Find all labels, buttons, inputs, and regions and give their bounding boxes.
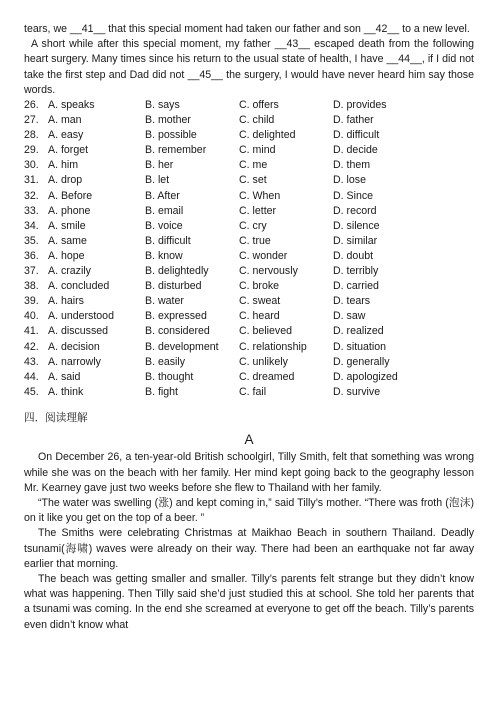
option-b: B. know — [145, 249, 183, 262]
option-c: C. child — [239, 114, 275, 127]
section-heading: 四．阅读理解 — [24, 411, 88, 424]
option-d: D. them — [333, 159, 371, 172]
document-page — [24, 22, 474, 633]
question-number: 42. — [24, 340, 39, 353]
option-a: A. hairs — [48, 295, 84, 308]
option-a: A. speaks — [48, 99, 95, 112]
option-a: A. him — [48, 159, 79, 172]
option-d: D. saw — [333, 310, 366, 323]
question-row — [24, 128, 474, 143]
intro-text: to a new level. — [399, 23, 470, 35]
question-row — [24, 189, 474, 204]
question-row — [24, 113, 474, 128]
option-b: B. After — [145, 189, 180, 202]
option-b: B. mother — [145, 114, 191, 127]
option-c: C. mind — [239, 144, 276, 157]
option-a: A. smile — [48, 219, 86, 232]
option-d: D. decide — [333, 144, 378, 157]
question-number: 38. — [24, 280, 39, 293]
option-d: D. realized — [333, 325, 384, 338]
passage-paragraph: The beach was getting smaller and smaller. Tilly’s parents felt strange but they didn’t know what was happening. Then Tilly said she’d just studied this at school. She told her parents that a tsunami was coming. In the end she screamed at everyone to get off the beach. Tilly’s parents even didn’t know what — [24, 572, 474, 631]
option-c: C. unlikely — [239, 355, 288, 368]
option-b: B. voice — [145, 219, 183, 232]
question-number: 29. — [24, 144, 39, 157]
option-b: B. possible — [145, 129, 197, 142]
option-d: D. situation — [333, 340, 386, 353]
question-number: 36. — [24, 249, 39, 262]
option-a: A. drop — [48, 174, 83, 187]
intro-text: , if I did not take the first step and Dad did not — [24, 53, 474, 81]
option-a: A. man — [48, 114, 82, 127]
question-row — [24, 98, 474, 113]
option-a: A. decision — [48, 340, 100, 353]
option-d: D. provides — [333, 99, 387, 112]
question-number: 43. — [24, 355, 39, 368]
question-row — [24, 204, 474, 219]
question-row — [24, 309, 474, 324]
option-b: B. difficult — [145, 234, 191, 247]
option-b: B. development — [145, 340, 219, 353]
option-a: A. discussed — [48, 325, 109, 338]
question-number: 35. — [24, 234, 39, 247]
option-a: A. forget — [48, 144, 89, 157]
question-number: 27. — [24, 114, 39, 127]
question-number: 45. — [24, 385, 39, 398]
blank-45: __45__ — [187, 68, 223, 81]
option-b: B. considered — [145, 325, 210, 338]
question-row — [24, 294, 474, 309]
option-a: A. think — [48, 385, 84, 398]
option-c: C. cry — [239, 219, 267, 232]
question-number: 28. — [24, 129, 39, 142]
option-a: A. Before — [48, 189, 93, 202]
option-d: D. apologized — [333, 370, 398, 383]
option-d: D. record — [333, 204, 377, 217]
question-row — [24, 143, 474, 158]
option-a: A. crazily — [48, 265, 91, 278]
question-row — [24, 264, 474, 279]
option-c: C. true — [239, 234, 271, 247]
option-c: C. letter — [239, 204, 277, 217]
passage-paragraph: On December 26, a ten-year-old British schoolgirl, Tilly Smith, felt that something was wrong while she was on the beach with her family. Her mind kept going back to the geography lesson Mr. Kearney gave just two weeks before she flew to Thailand with her family. — [24, 451, 474, 494]
option-c: C. set — [239, 174, 267, 187]
question-number: 37. — [24, 265, 39, 278]
intro-text: tears, we — [24, 23, 70, 35]
option-b: B. thought — [145, 370, 194, 383]
question-number: 39. — [24, 295, 39, 308]
option-a: A. narrowly — [48, 355, 101, 368]
intro-text: the surgery, I would have never heard him say those words. — [24, 68, 474, 96]
option-d: D. lose — [333, 174, 366, 187]
option-c: C. broke — [239, 280, 280, 293]
question-number: 40. — [24, 310, 39, 323]
passage-paragraph: “The water was swelling (涨) and kept coming in,” said Tilly’s mother. “There was froth (泡沫) on it like you get on the top of a beer. ” — [24, 496, 474, 525]
question-number: 30. — [24, 159, 39, 172]
option-b: B. remember — [145, 144, 207, 157]
option-c: C. fail — [239, 385, 267, 398]
intro-line — [24, 22, 474, 37]
option-a: A. understood — [48, 310, 114, 323]
option-d: D. similar — [333, 234, 378, 247]
question-row — [24, 355, 474, 370]
option-c: C. heard — [239, 310, 280, 323]
option-b: B. says — [145, 99, 180, 112]
question-row — [24, 173, 474, 188]
option-c: C. offers — [239, 99, 279, 112]
option-d: D. survive — [333, 385, 381, 398]
option-c: C. dreamed — [239, 370, 295, 383]
question-row — [24, 340, 474, 355]
option-c: C. nervously — [239, 265, 298, 278]
passage-paragraph: The Smiths were celebrating Christmas at Maikhao Beach in southern Thailand. Deadly tsunami(海啸) waves were already on their way. There had been an earthquake not far away earlier that morning. — [24, 527, 474, 570]
question-number: 31. — [24, 174, 39, 187]
option-d: D. difficult — [333, 129, 380, 142]
option-c: C. sweat — [239, 295, 281, 308]
option-b: B. expressed — [145, 310, 207, 323]
option-c: C. wonder — [239, 249, 288, 262]
intro-text: escaped death from the following heart surgery. Many times since his return to the usual state of health, I have — [24, 38, 475, 66]
question-options-table — [24, 98, 474, 400]
question-number: 26. — [24, 99, 39, 112]
option-d: D. carried — [333, 280, 379, 293]
option-b: B. water — [145, 295, 184, 308]
option-a: A. easy — [48, 129, 84, 142]
option-b: B. delightedly — [145, 265, 209, 278]
option-a: A. phone — [48, 204, 91, 217]
intro-text: A short while after this special moment, my father — [31, 38, 275, 51]
option-c: C. relationship — [239, 340, 307, 353]
question-number: 34. — [24, 219, 39, 232]
option-b: B. disturbed — [145, 280, 202, 293]
option-a: A. concluded — [48, 280, 110, 293]
question-row — [24, 234, 474, 249]
option-c: C. believed — [239, 325, 292, 338]
question-number: 32. — [24, 189, 39, 202]
option-d: D. terribly — [333, 265, 379, 278]
option-a: A. same — [48, 234, 87, 247]
option-c: C. me — [239, 159, 268, 172]
question-row — [24, 249, 474, 264]
question-row — [24, 370, 474, 385]
option-b: B. email — [145, 204, 184, 217]
option-c: C. delighted — [239, 129, 296, 142]
blank-41: __41__ — [69, 23, 106, 35]
option-b: B. let — [145, 174, 170, 187]
question-row — [24, 279, 474, 294]
blank-42: __42__ — [363, 23, 400, 35]
option-b: B. her — [145, 159, 174, 172]
option-d: D. silence — [333, 219, 380, 232]
question-row — [24, 324, 474, 339]
option-c: C. When — [239, 189, 281, 202]
question-number: 41. — [24, 325, 39, 338]
option-a: A. hope — [48, 249, 85, 262]
question-row — [24, 385, 474, 400]
option-a: A. said — [48, 370, 81, 383]
option-b: B. easily — [145, 355, 186, 368]
option-d: D. doubt — [333, 249, 374, 262]
blank-43: __43__ — [274, 38, 311, 51]
question-number: 33. — [24, 204, 39, 217]
passage-title: A — [244, 432, 254, 448]
option-b: B. fight — [145, 385, 178, 398]
intro-paragraph — [24, 37, 474, 98]
option-d: D. generally — [333, 355, 390, 368]
intro-text: that this special moment had taken our father and son — [105, 23, 364, 35]
question-number: 44. — [24, 370, 39, 383]
option-d: D. father — [333, 114, 374, 127]
option-d: D. tears — [333, 295, 371, 308]
question-row — [24, 219, 474, 234]
blank-44: __44__ — [386, 53, 422, 66]
question-row — [24, 158, 474, 173]
option-d: D. Since — [333, 189, 374, 202]
